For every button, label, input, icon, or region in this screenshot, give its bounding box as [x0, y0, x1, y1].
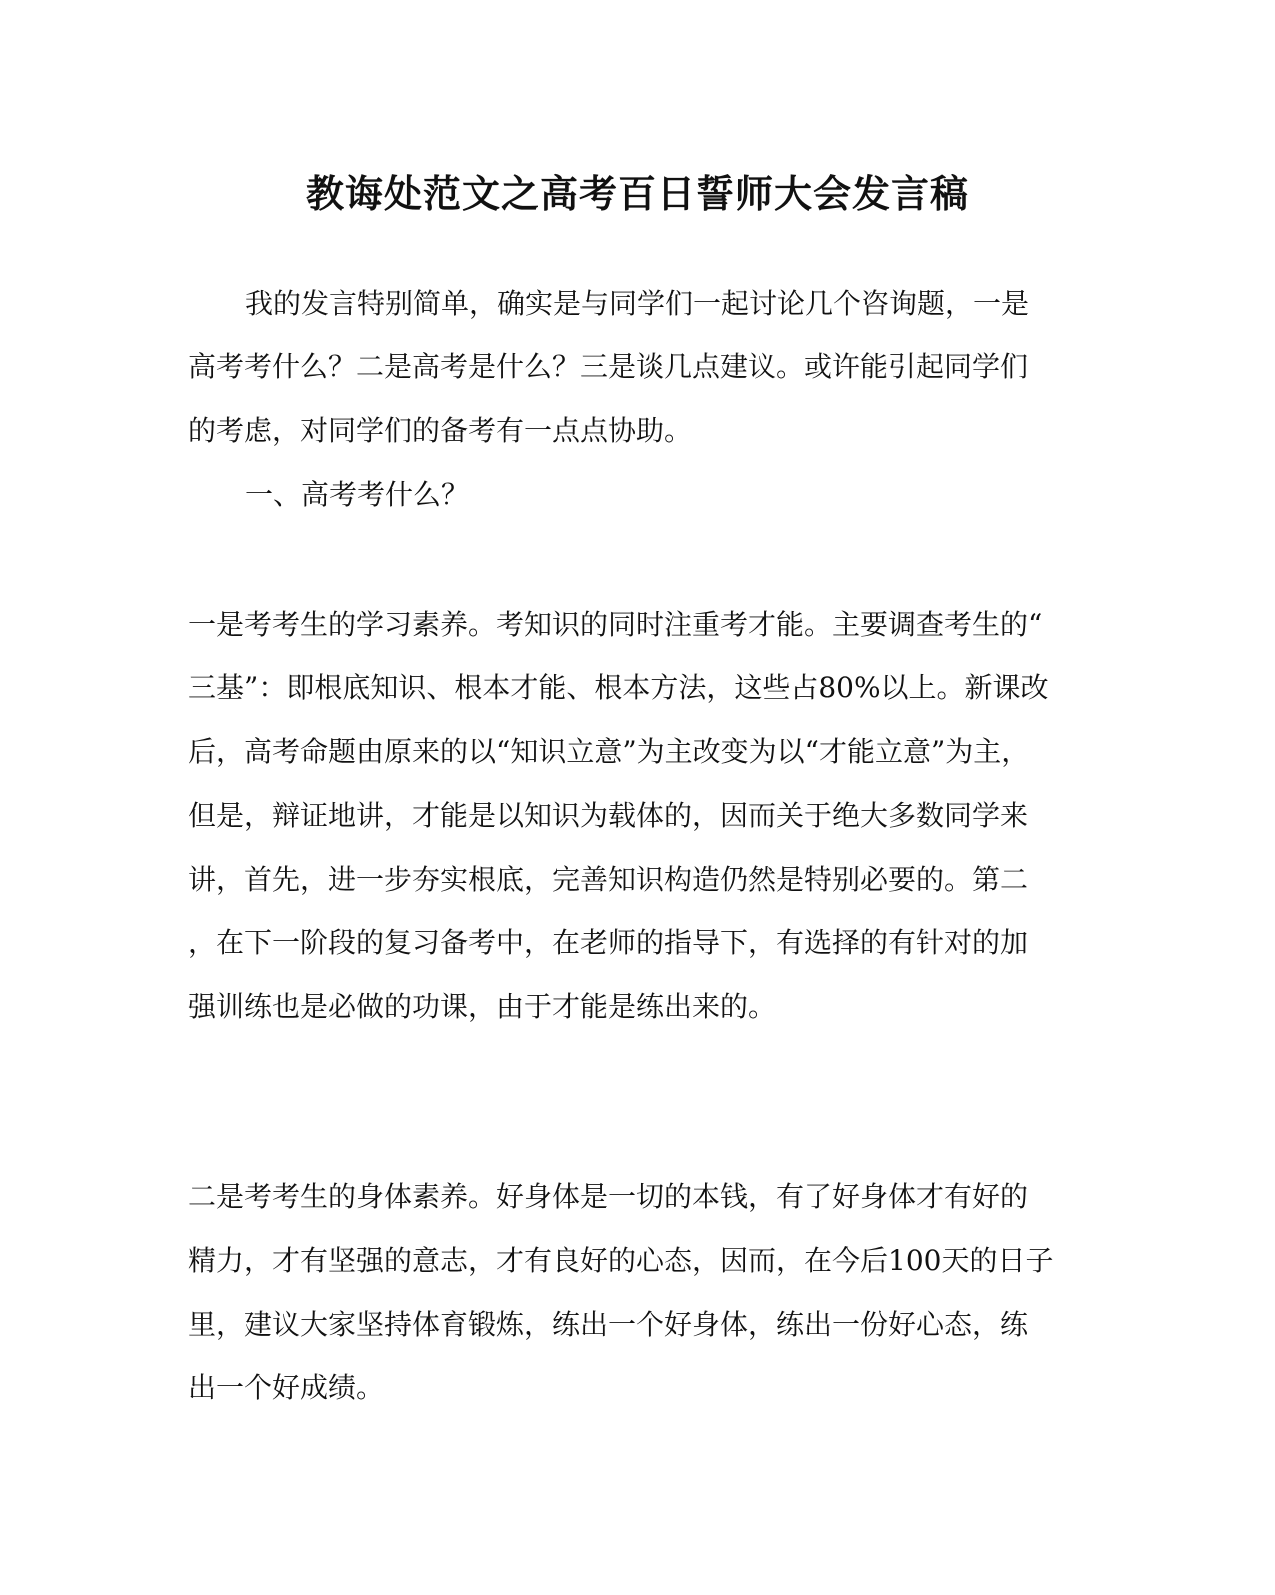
- paragraph-line: 二是考考生的身体素养。好身体是一切的本钱，有了好身体才有好的: [188, 1180, 1029, 1213]
- paragraph-line: 精力，才有坚强的意志，才有良好的心态，因而，在今后100天的日子: [188, 1244, 1054, 1277]
- paragraph-line: 强训练也是必做的功课，由于才能是练出来的。: [188, 990, 777, 1023]
- paragraph-line: 后，高考命题由原来的以“知识立意”为主改变为以“才能立意”为主，: [188, 735, 1030, 768]
- paragraph-line: 但是，辩证地讲，才能是以知识为载体的，因而关于绝大多数同学来: [188, 799, 1029, 832]
- paragraph-line: 一是考考生的学习素养。考知识的同时注重考才能。主要调查考生的“: [188, 608, 1043, 641]
- paragraph-line: ，在下一阶段的复习备考中，在老师的指导下，有选择的有针对的加: [188, 926, 1029, 959]
- paragraph-line: 三基”：即根底知识、根本才能、根本方法，这些占80%以上。新课改: [188, 671, 1049, 704]
- paragraph-line: 的考虑，对同学们的备考有一点点协助。: [188, 414, 693, 447]
- paragraph-line: 出一个好成绩。: [188, 1371, 385, 1404]
- paragraph-line: 讲，首先，进一步夯实根底，完善知识构造仍然是特别必要的。第二: [188, 863, 1029, 896]
- section-heading: 一、高考考什么？: [245, 478, 470, 511]
- paragraph-line: 高考考什么？二是高考是什么？三是谈几点建议。或许能引起同学们: [188, 350, 1029, 383]
- paragraph-line: 里，建议大家坚持体育锻炼，练出一个好身体，练出一份好心态，练: [188, 1308, 1029, 1341]
- document-title: 教诲处范文之高考百日誓师大会发言稿: [305, 171, 969, 216]
- paragraph-line: 我的发言特别简单，确实是与同学们一起讨论几个咨询题，一是: [245, 287, 1030, 320]
